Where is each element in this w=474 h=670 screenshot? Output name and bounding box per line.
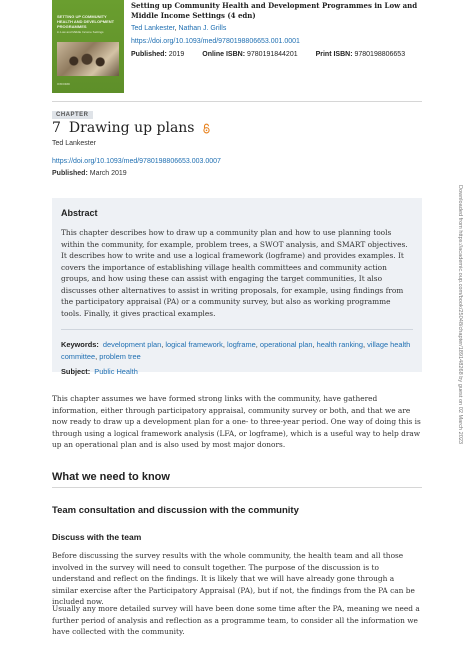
cover-photo bbox=[57, 42, 119, 76]
book-title[interactable]: Setting up Community Health and Development Programmes in Low and Middle Income Settings (4 edn) bbox=[131, 1, 418, 20]
abstract-box bbox=[52, 198, 422, 376]
book-doi bbox=[131, 37, 423, 47]
book-header bbox=[52, 0, 422, 96]
keyword-link[interactable]: health ranking bbox=[316, 340, 364, 349]
chapter-title bbox=[52, 120, 210, 136]
chapter-author: Ted Lankester bbox=[52, 140, 96, 147]
keyword-link[interactable]: development plan bbox=[102, 340, 162, 349]
author-link[interactable]: Ted Lankester bbox=[131, 25, 175, 32]
subject bbox=[61, 366, 413, 377]
keyword-link[interactable]: logframe bbox=[227, 340, 256, 349]
keyword-link[interactable]: logical framework bbox=[165, 340, 223, 349]
abstract-heading: Abstract bbox=[61, 208, 98, 218]
cover-subtitle: in Low and Middle Income Settings bbox=[57, 30, 104, 34]
header-divider bbox=[52, 101, 422, 102]
paragraph-before-discussing: Before discussing the survey results with the whole community, the health team and all those involved in the survey will need to consult together. The purpose of the discussion is to understand and reflect on the findings. It is likely that we will have already gone through a similar exercise after the Participatory Appraisal (PA), but if not, the findings from the PA can be included now. bbox=[52, 551, 415, 606]
chapter-published-label: Published: bbox=[52, 170, 88, 177]
keyword-link[interactable]: village health committee bbox=[61, 340, 411, 361]
online-isbn-value: 9780191844201 bbox=[247, 51, 298, 58]
abstract-divider bbox=[61, 329, 413, 330]
download-watermark-text: Downloaded from https://academic.oup.com/book/25048/chapter/189148268 by guest on 02 March 2023 bbox=[457, 185, 463, 445]
subject-label: Subject: bbox=[61, 367, 91, 376]
intro-paragraph: This chapter assumes we have formed strong links with the community, have gathered information, either through participatory appraisal, community survey or both, and that we are now ready to draw up a development plan for a one- to three-year period. One way of doing this is through using a logical framework analysis (LFA, or logframe), which is a useful way to help draw up an operational plan and is also used by most major donors. bbox=[52, 394, 421, 449]
paragraph-usually: Usually any more detailed survey will have been done some time after the PA, meaning we need a further period of analysis and reflection as a programme team, to consider all the information we have collected with the community. bbox=[52, 604, 420, 636]
subject-link[interactable]: Public Health bbox=[94, 367, 138, 376]
chapter-doi-link[interactable]: https://doi.org/10.1093/med/9780198806653.003.0007 bbox=[52, 158, 221, 165]
section-heading-what-we-need: What we need to know bbox=[52, 471, 170, 483]
cover-title: SETTING UP COMMUNITY HEALTH AND DEVELOPMENT PROGRAMMES bbox=[57, 14, 115, 29]
print-isbn-value: 9780198806653 bbox=[354, 51, 406, 58]
book-meta bbox=[131, 50, 423, 60]
published-label: Published: bbox=[131, 51, 167, 58]
cover-publisher: OXFORD bbox=[57, 82, 70, 86]
open-access-lock-icon bbox=[203, 123, 210, 134]
published-value: 2019 bbox=[168, 51, 185, 58]
print-isbn-label: Print ISBN: bbox=[315, 51, 353, 58]
chapter-published-value: March 2019 bbox=[89, 170, 127, 177]
author-link[interactable]: Nathan J. Grills bbox=[178, 25, 227, 32]
abstract-text: This chapter describes how to draw up a community plan and how to use planning tools within the community, for example, problem trees, a SWOT analysis, and SMART objectives. It describes how to write and use a logical framework (logframe) and provides examples. It covers the importance of establishing village health committees and community action groups, and how using these can assist with engaging the target communities, It also discusses other alternatives to assist in writing proposals, for example, using findings from the participatory appraisal (PA) or a community survey, but also as working programme tools. Finally, it gives practical examples. bbox=[61, 228, 408, 318]
keyword-link[interactable]: operational plan bbox=[259, 340, 313, 349]
keywords-label: Keywords: bbox=[61, 340, 99, 349]
chapter-published bbox=[52, 170, 127, 177]
book-authors bbox=[131, 24, 423, 34]
chapter-title-text: Drawing up plans bbox=[68, 120, 195, 136]
chapter-badge: CHAPTER bbox=[52, 111, 93, 119]
chapter-doi bbox=[52, 158, 221, 165]
section-divider bbox=[52, 487, 422, 488]
book-info bbox=[131, 1, 423, 60]
online-isbn-label: Online ISBN: bbox=[202, 51, 246, 58]
download-watermark bbox=[454, 185, 466, 485]
section-heading-team-consultation: Team consultation and discussion with the community bbox=[52, 505, 299, 516]
section-heading-discuss: Discuss with the team bbox=[52, 532, 142, 542]
book-cover-image[interactable] bbox=[52, 0, 124, 93]
book-doi-link[interactable]: https://doi.org/10.1093/med/9780198806653.001.0001 bbox=[131, 38, 300, 45]
author-separator: , bbox=[174, 25, 177, 32]
chapter-number: 7 bbox=[52, 120, 61, 136]
keywords: Keywords: development plan, logical framework, logframe, operational plan, health ranking, village health committee, problem tree bbox=[61, 340, 411, 361]
keyword-link[interactable]: problem tree bbox=[99, 351, 141, 361]
